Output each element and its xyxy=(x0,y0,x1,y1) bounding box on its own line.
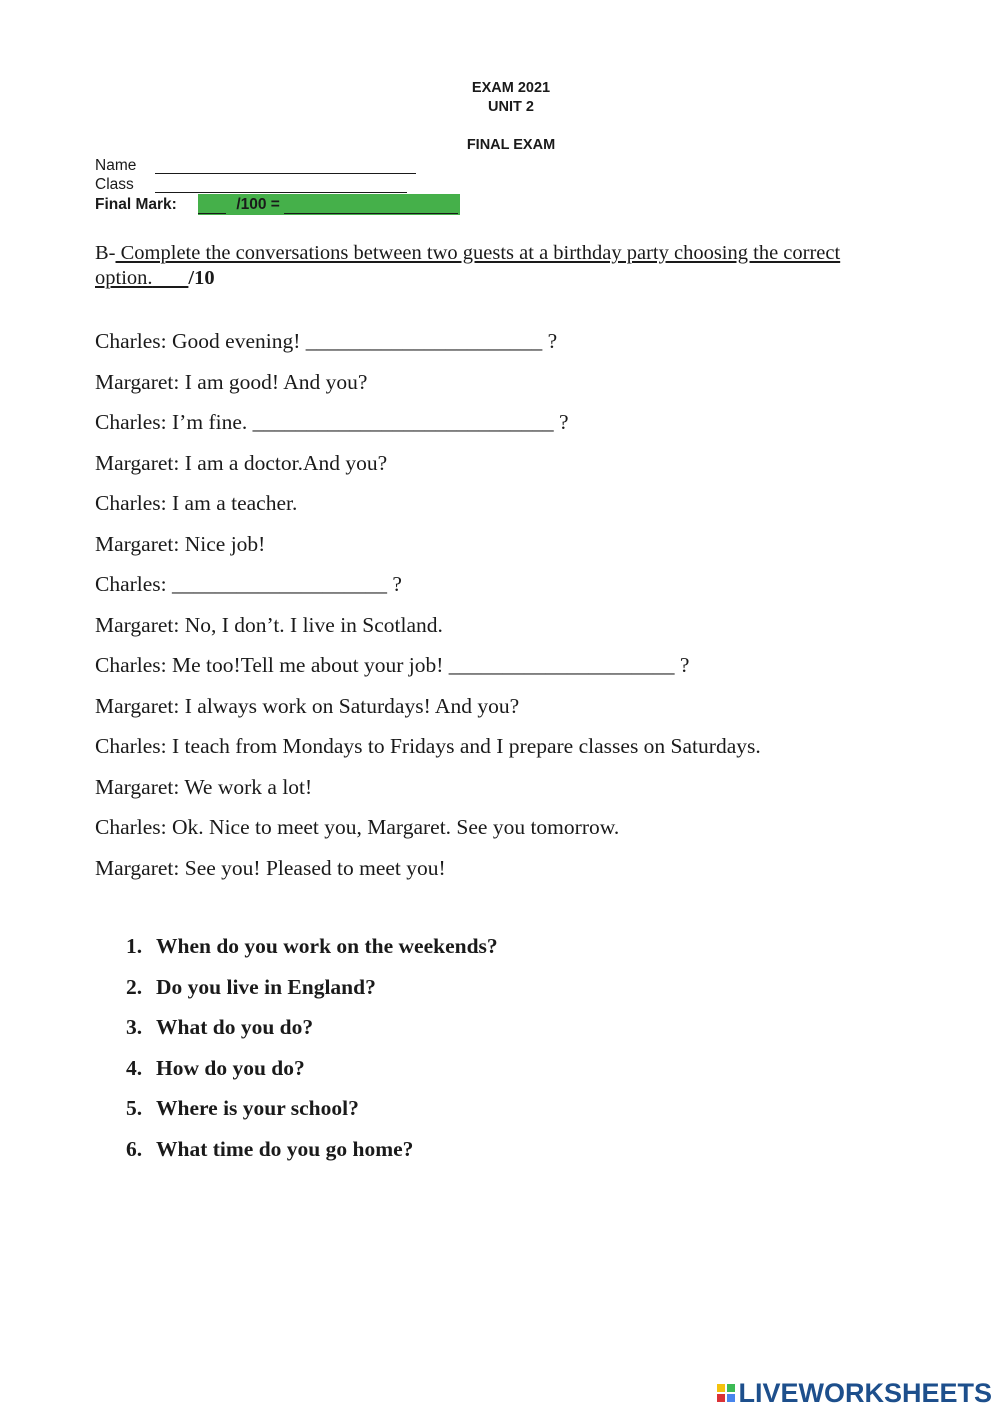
option-number: 6. xyxy=(126,1136,143,1161)
option-item xyxy=(126,930,498,971)
option-text: Where is your school? xyxy=(156,1096,359,1121)
mark-total: /100 = xyxy=(236,196,280,213)
option-text: When do you work on the weekends? xyxy=(156,934,498,958)
dialogue-line: Margaret: Nice job! xyxy=(95,531,266,556)
mark-result-blank[interactable] xyxy=(284,198,458,214)
dialogue-line: Charles: I am a teacher. xyxy=(95,491,298,515)
option-number: 1. xyxy=(126,934,143,958)
mark-score-blank[interactable] xyxy=(198,198,226,214)
option-item xyxy=(126,1133,498,1174)
logo-square xyxy=(717,1394,725,1402)
unit-heading: UNIT 2 xyxy=(488,99,534,115)
logo-mark-icon xyxy=(717,1384,735,1402)
liveworksheets-logo xyxy=(717,1377,992,1409)
option-number: 4. xyxy=(126,1055,143,1080)
instruction-text: Complete the conversations between two guests at a birthday party choosing the correct option. xyxy=(95,242,841,289)
option-number: 5. xyxy=(126,1096,143,1121)
dialogue-line: Margaret: I am good! And you? xyxy=(95,369,368,394)
option-text: How do you do? xyxy=(156,1055,305,1080)
dialogue-line: Charles: ____________________ ? xyxy=(95,572,402,596)
class-field[interactable] xyxy=(155,176,407,193)
option-text: What do you do? xyxy=(156,1015,314,1040)
dialogue-line: Charles: Me too!Tell me about your job! _____________________ ? xyxy=(95,653,690,677)
dialogue-line: Charles: I’m fine. ____________________________ ? xyxy=(95,410,569,434)
class-row xyxy=(95,175,134,194)
logo-text: LIVEWORKSHEETS xyxy=(738,1378,992,1408)
options-list xyxy=(126,930,498,1174)
dialogue-line: Margaret: I am a doctor.And you? xyxy=(95,450,388,475)
instruction xyxy=(95,241,895,290)
dialogue-line: Charles: Ok. Nice to meet you, Margaret. See you tomorrow. xyxy=(95,815,620,839)
class-label: Class xyxy=(95,176,134,193)
option-item xyxy=(126,1011,498,1052)
exam-year-heading: EXAM 2021 xyxy=(471,80,551,96)
option-item xyxy=(126,1092,498,1133)
final-exam-heading: FINAL EXAM xyxy=(466,137,556,153)
option-text: Do you live in England? xyxy=(156,974,376,999)
dialogue-line: Charles: I teach from Mondays to Fridays and I prepare classes on Saturdays. xyxy=(95,734,761,758)
option-number: 2. xyxy=(126,974,143,999)
dialogue-line: Margaret: We work a lot! xyxy=(95,774,313,799)
dialogue-line: Margaret: See you! Pleased to meet you! xyxy=(95,855,446,880)
logo-square xyxy=(727,1384,735,1392)
dialogue-line: Margaret: I always work on Saturdays! And you? xyxy=(95,693,520,718)
logo-square xyxy=(717,1384,725,1392)
instruction-score: /10 xyxy=(188,266,215,289)
name-label: Name xyxy=(95,157,137,174)
final-mark-value xyxy=(198,195,458,214)
name-field[interactable] xyxy=(155,157,416,174)
option-item xyxy=(126,971,498,1012)
final-mark-label: Final Mark: xyxy=(95,196,177,213)
dialogue-list xyxy=(95,325,761,892)
instruction-prefix: B- xyxy=(95,242,116,264)
logo-square xyxy=(727,1394,735,1402)
option-number: 3. xyxy=(126,1015,143,1040)
option-item xyxy=(126,1052,498,1093)
option-text: What time do you go home? xyxy=(156,1136,414,1161)
instruction-score-blank[interactable] xyxy=(153,267,189,289)
final-mark-row xyxy=(95,195,177,214)
name-row xyxy=(95,156,136,175)
dialogue-line: Charles: Good evening! ______________________ ? xyxy=(95,329,558,353)
dialogue-line: Margaret: No, I don’t. I live in Scotland. xyxy=(95,612,443,637)
